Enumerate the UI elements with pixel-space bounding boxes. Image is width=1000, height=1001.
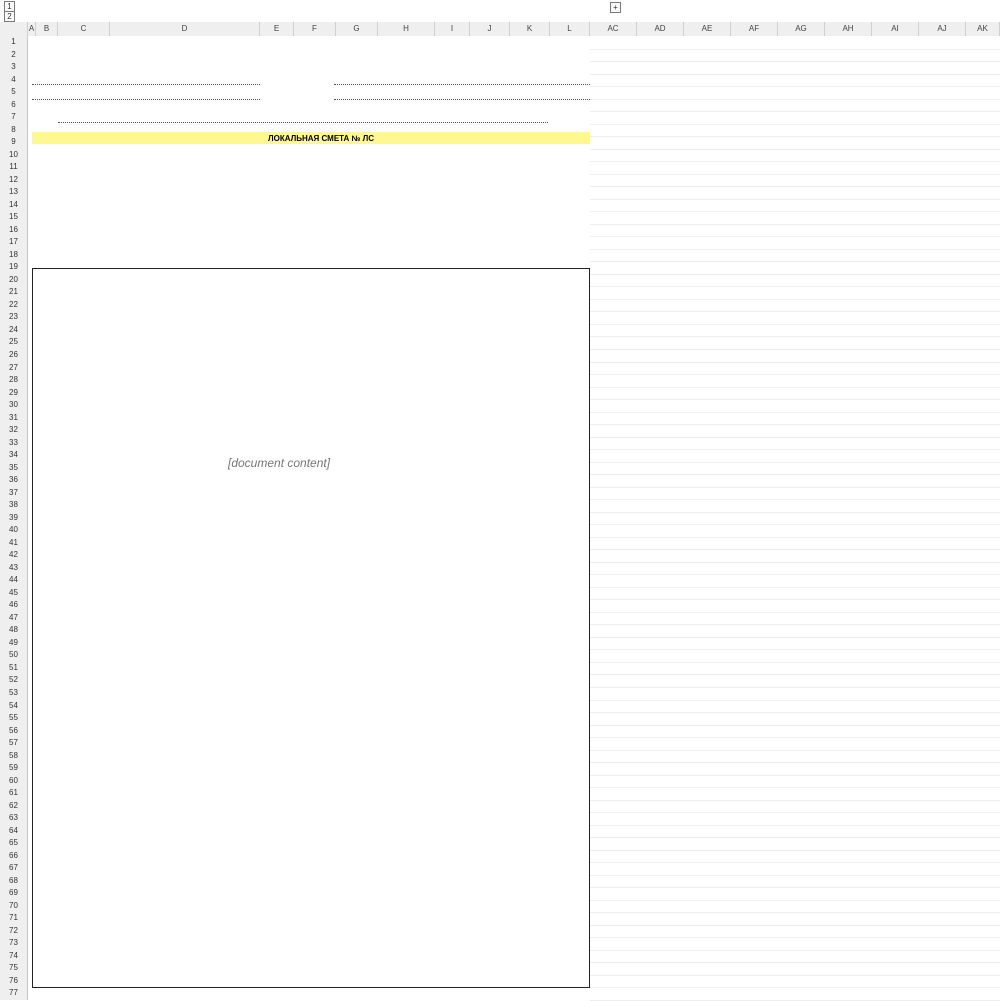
gridline bbox=[590, 975, 1000, 976]
gridline bbox=[590, 637, 1000, 638]
row-header[interactable]: 57 bbox=[9, 738, 18, 748]
gridline bbox=[590, 499, 1000, 500]
row-header[interactable]: 1 bbox=[11, 37, 16, 46]
gridline bbox=[590, 199, 1000, 200]
gridline bbox=[590, 950, 1000, 951]
column-header[interactable]: K bbox=[510, 22, 550, 36]
stroyka-line bbox=[58, 122, 548, 123]
row-header[interactable]: 11 bbox=[9, 162, 18, 172]
gridline bbox=[590, 837, 1000, 838]
gridline bbox=[590, 875, 1000, 876]
gridline bbox=[590, 362, 1000, 363]
column-header[interactable]: AE bbox=[684, 22, 731, 36]
gridline bbox=[590, 825, 1000, 826]
gridline bbox=[590, 211, 1000, 212]
row-header[interactable]: 48 bbox=[9, 625, 18, 635]
row-header[interactable]: 53 bbox=[9, 688, 18, 697]
gridline bbox=[590, 412, 1000, 413]
estimate-title: ЛОКАЛЬНАЯ СМЕТА № ЛС bbox=[268, 134, 375, 143]
gridline bbox=[590, 750, 1000, 751]
gridline bbox=[590, 424, 1000, 425]
gridline bbox=[590, 174, 1000, 175]
row-header[interactable]: 2 bbox=[11, 49, 16, 59]
gridline bbox=[590, 49, 1000, 50]
row-header[interactable]: 6 bbox=[11, 99, 16, 109]
gridline bbox=[590, 261, 1000, 262]
column-header[interactable]: AH bbox=[825, 22, 872, 36]
row-header[interactable]: 56 bbox=[9, 725, 18, 735]
gridline bbox=[590, 599, 1000, 600]
row-header[interactable]: 47 bbox=[9, 612, 18, 622]
gridline bbox=[590, 249, 1000, 250]
table-border bbox=[32, 268, 33, 988]
row-header[interactable]: 66 bbox=[9, 850, 18, 860]
row-header[interactable]: 61 bbox=[9, 788, 18, 798]
gridline bbox=[590, 925, 1000, 926]
row-header[interactable]: 5 bbox=[11, 87, 16, 97]
row-header[interactable]: 13 bbox=[9, 187, 18, 197]
row-header[interactable]: 67 bbox=[9, 863, 18, 873]
worksheet[interactable] bbox=[28, 36, 1000, 1000]
row-header[interactable]: 49 bbox=[9, 637, 18, 647]
row-header[interactable]: 40 bbox=[9, 525, 18, 535]
gridline bbox=[590, 299, 1000, 300]
row-header[interactable]: 8 bbox=[11, 124, 16, 134]
row-header[interactable]: 62 bbox=[9, 800, 18, 810]
outline-expand-icon[interactable]: + bbox=[610, 2, 621, 13]
outline-level-1-button[interactable]: 1 bbox=[4, 1, 15, 12]
gridline bbox=[590, 937, 1000, 938]
gridline bbox=[590, 612, 1000, 613]
row-header[interactable]: 71 bbox=[9, 913, 18, 923]
row-header[interactable]: 22 bbox=[9, 299, 18, 309]
signature-line bbox=[334, 99, 590, 100]
gridline bbox=[590, 700, 1000, 701]
row-header[interactable]: 3 bbox=[11, 62, 16, 72]
row-header[interactable]: 27 bbox=[9, 362, 18, 372]
gridline bbox=[590, 462, 1000, 463]
row-header[interactable]: 72 bbox=[9, 925, 18, 935]
column-header[interactable]: F bbox=[294, 22, 336, 36]
gridline bbox=[590, 374, 1000, 375]
row-header[interactable]: 16 bbox=[9, 224, 18, 234]
gridline bbox=[590, 487, 1000, 488]
row-header[interactable]: 76 bbox=[9, 975, 18, 985]
row-header[interactable]: 17 bbox=[9, 237, 18, 247]
column-header[interactable]: AK bbox=[966, 22, 1000, 36]
signature-line bbox=[32, 84, 260, 85]
column-header[interactable]: AC bbox=[590, 22, 637, 36]
column-header[interactable]: AJ bbox=[919, 22, 966, 36]
gridline bbox=[590, 186, 1000, 187]
row-header[interactable]: 55 bbox=[9, 713, 18, 723]
row-header[interactable]: 25 bbox=[9, 337, 18, 347]
gridline bbox=[590, 549, 1000, 550]
column-header-bar bbox=[0, 22, 1000, 37]
gridline bbox=[590, 537, 1000, 538]
row-header[interactable]: 60 bbox=[9, 775, 18, 785]
row-header[interactable]: 45 bbox=[9, 587, 18, 597]
row-header[interactable]: 65 bbox=[9, 838, 18, 848]
row-header[interactable]: 18 bbox=[9, 249, 18, 259]
row-header[interactable]: 50 bbox=[9, 650, 18, 660]
gridline bbox=[590, 737, 1000, 738]
gridline bbox=[590, 224, 1000, 225]
row-header[interactable]: 68 bbox=[9, 875, 18, 885]
gridline bbox=[590, 562, 1000, 563]
row-header[interactable]: 20 bbox=[9, 274, 18, 284]
gridline bbox=[590, 74, 1000, 75]
row-header[interactable]: 31 bbox=[9, 412, 18, 422]
gridline bbox=[590, 286, 1000, 287]
row-header[interactable]: 39 bbox=[9, 512, 18, 522]
gridline bbox=[590, 712, 1000, 713]
row-header[interactable]: 38 bbox=[9, 500, 18, 510]
column-header[interactable]: E bbox=[260, 22, 294, 36]
row-header[interactable]: 74 bbox=[9, 950, 18, 960]
row-header[interactable]: 63 bbox=[9, 813, 18, 823]
column-header[interactable]: L bbox=[550, 22, 590, 36]
row-header[interactable]: 42 bbox=[9, 550, 18, 560]
column-header[interactable]: AD bbox=[637, 22, 684, 36]
gridline bbox=[590, 862, 1000, 863]
gridline bbox=[590, 574, 1000, 575]
gridline bbox=[590, 136, 1000, 137]
row-header[interactable]: 33 bbox=[9, 437, 18, 447]
row-header[interactable]: 58 bbox=[9, 750, 18, 760]
row-header[interactable]: 34 bbox=[9, 450, 18, 460]
gridline bbox=[590, 387, 1000, 388]
gridline bbox=[590, 787, 1000, 788]
row-header[interactable]: 37 bbox=[9, 487, 18, 497]
gridline bbox=[590, 850, 1000, 851]
row-header[interactable]: 54 bbox=[9, 700, 18, 710]
row-header[interactable]: 23 bbox=[9, 312, 18, 322]
row-header[interactable]: 10 bbox=[9, 149, 18, 159]
column-header[interactable]: C bbox=[58, 22, 110, 36]
gridline bbox=[590, 349, 1000, 350]
row-header[interactable]: 51 bbox=[9, 662, 18, 672]
gridline bbox=[590, 161, 1000, 162]
row-header[interactable]: 19 bbox=[9, 262, 18, 272]
row-header[interactable]: 24 bbox=[9, 324, 18, 334]
row-header[interactable]: 15 bbox=[9, 212, 18, 222]
column-header[interactable]: G bbox=[336, 22, 378, 36]
column-header[interactable]: AG bbox=[778, 22, 825, 36]
signature-line bbox=[334, 84, 590, 85]
row-header[interactable]: 70 bbox=[9, 900, 18, 910]
gridline bbox=[590, 762, 1000, 763]
row-header[interactable]: 12 bbox=[9, 174, 18, 184]
gridline bbox=[590, 61, 1000, 62]
gridline bbox=[590, 274, 1000, 275]
gridline bbox=[590, 687, 1000, 688]
row-header[interactable]: 32 bbox=[9, 425, 18, 435]
gridline bbox=[590, 449, 1000, 450]
gridline bbox=[590, 725, 1000, 726]
select-all-corner[interactable] bbox=[0, 22, 28, 36]
column-header[interactable]: A bbox=[28, 22, 36, 36]
gridline bbox=[590, 324, 1000, 325]
gridline bbox=[590, 649, 1000, 650]
gridline bbox=[590, 900, 1000, 901]
gridline bbox=[590, 512, 1000, 513]
row-header[interactable]: 36 bbox=[9, 475, 18, 485]
column-header[interactable]: B bbox=[36, 22, 58, 36]
gridline bbox=[590, 111, 1000, 112]
gridline bbox=[590, 474, 1000, 475]
gridline bbox=[590, 662, 1000, 663]
row-header[interactable]: 14 bbox=[9, 199, 18, 209]
gridline bbox=[590, 962, 1000, 963]
row-header[interactable]: 35 bbox=[9, 462, 18, 472]
gridline bbox=[590, 800, 1000, 801]
row-header[interactable]: 29 bbox=[9, 387, 18, 397]
column-header[interactable]: H bbox=[378, 22, 435, 36]
content-placeholder: [document content] bbox=[228, 456, 331, 470]
gridline bbox=[590, 336, 1000, 337]
gridline bbox=[590, 987, 1000, 988]
gridline bbox=[590, 124, 1000, 125]
row-header[interactable]: 30 bbox=[9, 400, 18, 410]
row-header[interactable]: 59 bbox=[9, 763, 18, 773]
column-header[interactable]: J bbox=[470, 22, 510, 36]
row-header-bar bbox=[0, 36, 28, 1000]
gridline bbox=[590, 99, 1000, 100]
row-header[interactable]: 52 bbox=[9, 675, 18, 685]
signature-line bbox=[32, 99, 260, 100]
gridline bbox=[590, 149, 1000, 150]
row-header[interactable]: 41 bbox=[9, 537, 18, 547]
row-header[interactable]: 73 bbox=[9, 938, 18, 948]
row-header[interactable]: 75 bbox=[9, 963, 18, 973]
gridline bbox=[590, 912, 1000, 913]
column-header[interactable]: I bbox=[435, 22, 470, 36]
gridline bbox=[590, 775, 1000, 776]
outline-level-2-button[interactable]: 2 bbox=[4, 11, 15, 22]
row-header[interactable]: 64 bbox=[9, 825, 18, 835]
row-header[interactable]: 4 bbox=[11, 74, 16, 84]
gridline bbox=[590, 86, 1000, 87]
gridline bbox=[590, 812, 1000, 813]
gridline bbox=[590, 887, 1000, 888]
table-border bbox=[32, 268, 590, 269]
gridline bbox=[590, 587, 1000, 588]
column-header[interactable]: AF bbox=[731, 22, 778, 36]
gridline bbox=[590, 524, 1000, 525]
gridline bbox=[590, 399, 1000, 400]
row-header[interactable]: 46 bbox=[9, 600, 18, 610]
row-header[interactable]: 28 bbox=[9, 375, 18, 385]
table-border bbox=[589, 268, 590, 988]
column-header[interactable]: D bbox=[110, 22, 260, 36]
gridline bbox=[590, 236, 1000, 237]
gridline bbox=[590, 437, 1000, 438]
row-header[interactable]: 43 bbox=[9, 562, 18, 572]
row-header[interactable]: 21 bbox=[9, 287, 18, 297]
outline-bar bbox=[0, 0, 1000, 22]
gridline bbox=[590, 311, 1000, 312]
gridline bbox=[590, 674, 1000, 675]
gridline bbox=[590, 624, 1000, 625]
row-header[interactable]: 44 bbox=[9, 575, 18, 585]
row-header[interactable]: 7 bbox=[11, 112, 16, 122]
table-border bbox=[32, 987, 590, 988]
row-header[interactable]: 26 bbox=[9, 349, 18, 359]
row-header[interactable]: 69 bbox=[9, 888, 18, 898]
row-header[interactable]: 77 bbox=[9, 988, 18, 998]
row-header[interactable]: 9 bbox=[11, 137, 16, 147]
column-header[interactable]: AI bbox=[872, 22, 919, 36]
